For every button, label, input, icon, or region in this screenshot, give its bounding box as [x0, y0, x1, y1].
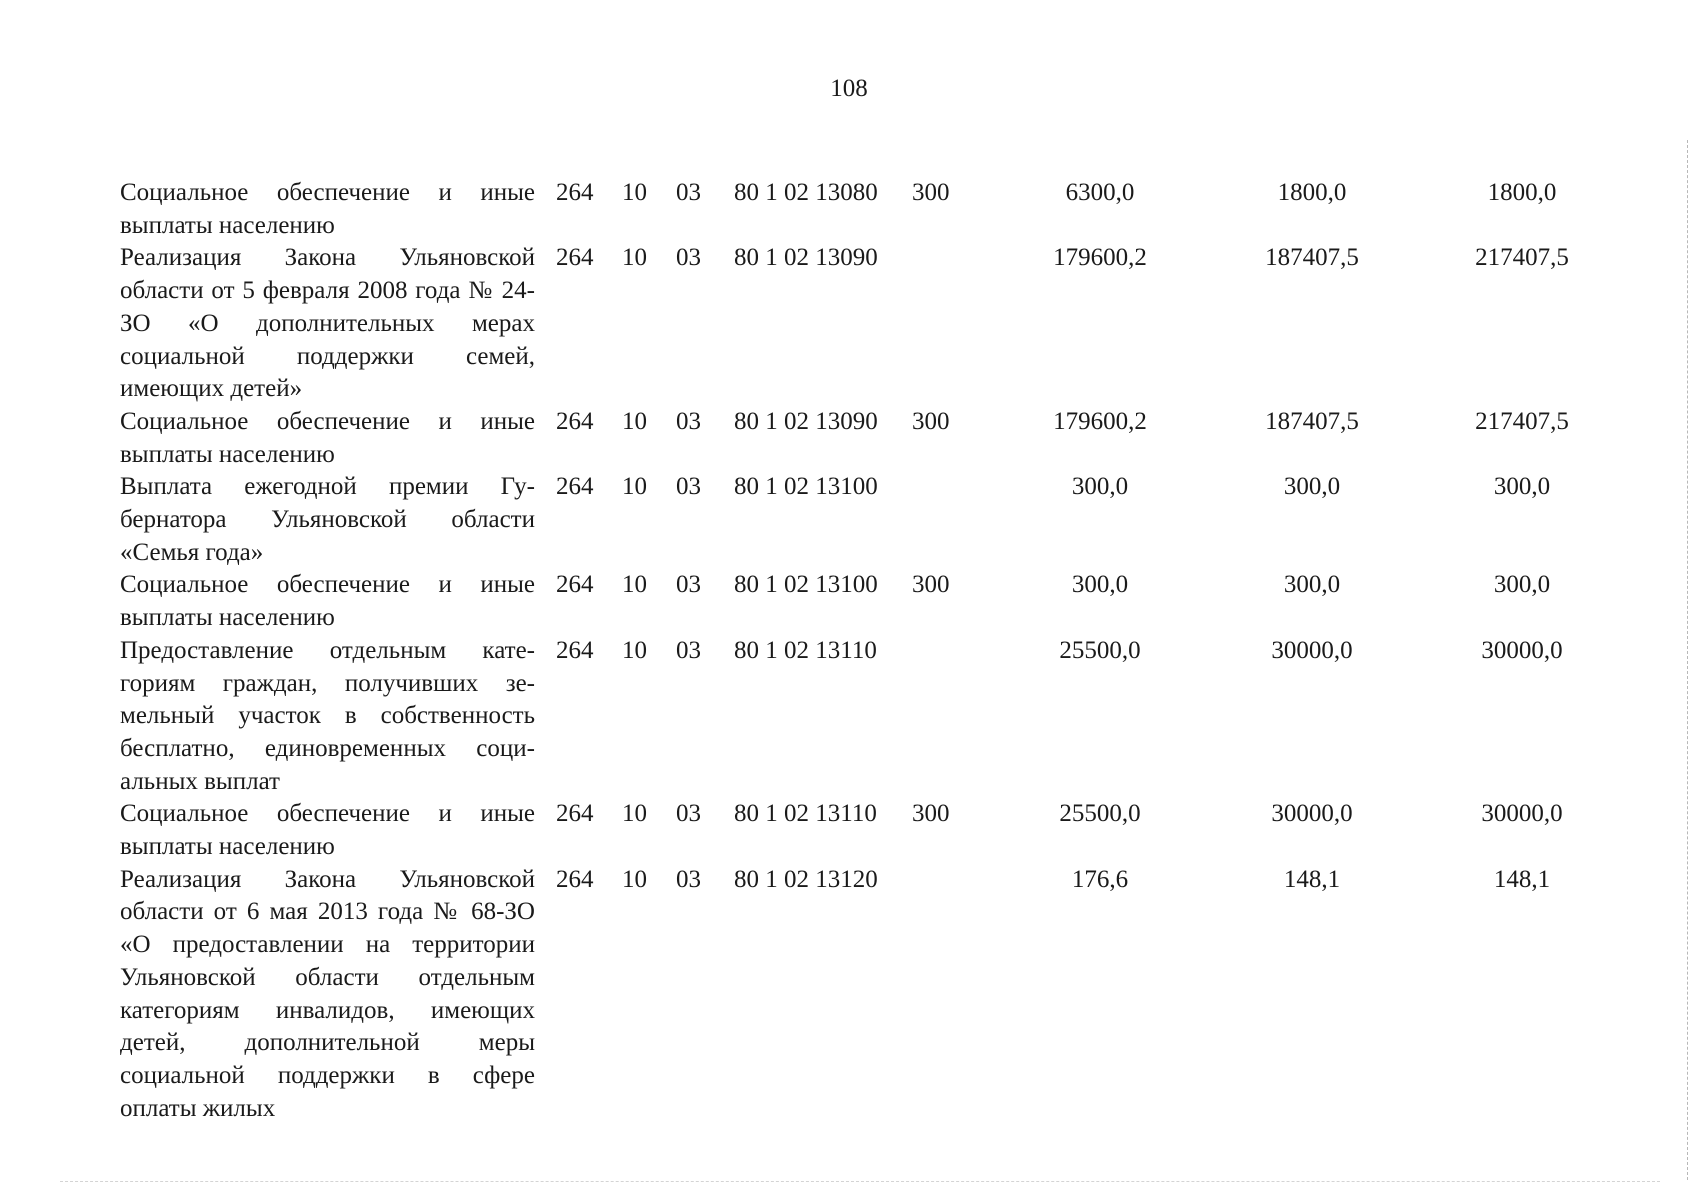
col-value-2: 187407,5 [1265, 407, 1359, 435]
col-value-1: 176,6 [1071, 865, 1129, 893]
col-value-3: 300,0 [1493, 571, 1551, 599]
table-row [120, 635, 1600, 799]
col-csr: 80 1 02 13080 [734, 179, 878, 206]
col-rz: 10 [622, 571, 647, 599]
col-vr: 300 [912, 571, 950, 599]
col-value-3: 217407,5 [1475, 407, 1569, 435]
table-row [120, 177, 1600, 242]
col-pr: 03 [676, 407, 701, 435]
col-rz: 10 [622, 473, 647, 501]
table-row [120, 406, 1600, 471]
col-value-1: 179600,2 [1053, 244, 1147, 272]
col-ved: 264 [556, 179, 594, 206]
col-vr: 300 [912, 407, 950, 435]
table-row [120, 569, 1600, 634]
col-rz: 10 [622, 800, 647, 828]
col-value-2: 1800,0 [1277, 179, 1347, 206]
col-value-2: 300,0 [1283, 571, 1341, 599]
col-vr: 300 [912, 800, 950, 828]
row-name: Социальное обеспечение и иные выплаты населению [120, 800, 535, 861]
row-name: Социальное обеспечение и иные выплаты населению [120, 179, 535, 239]
table-row [120, 798, 1600, 863]
col-value-3: 30000,0 [1481, 636, 1563, 664]
col-value-3: 148,1 [1493, 865, 1551, 893]
row-name: Предоставление отдельным категориям граждан, получивших земельный участок в собственность бесплатно, единовременных социальных выплат [120, 636, 535, 795]
col-rz: 10 [622, 244, 647, 272]
col-value-2: 300,0 [1283, 473, 1341, 501]
col-rz: 10 [622, 865, 647, 893]
col-rz: 10 [622, 407, 647, 435]
col-value-1: 179600,2 [1053, 407, 1147, 435]
col-ved: 264 [556, 571, 594, 599]
col-csr: 80 1 02 13100 [734, 571, 878, 599]
col-value-3: 217407,5 [1475, 244, 1569, 272]
table-row [120, 471, 1600, 569]
col-ved: 264 [556, 636, 594, 664]
page-number: 108 [830, 75, 868, 102]
col-pr: 03 [676, 865, 701, 893]
budget-table [120, 177, 1600, 1125]
col-csr: 80 1 02 13110 [734, 800, 877, 828]
row-name: Социальное обеспечение и иные выплаты населению [120, 407, 535, 468]
row-name: Реализация Закона Ульяновской области от 5 февраля 2008 года № 24-ЗО «О дополнительных мерах социальной поддержки семей, имеющих детей» [120, 244, 535, 403]
scan-edge-mark [1686, 140, 1688, 1180]
col-value-2: 30000,0 [1271, 800, 1353, 828]
col-value-3: 1800,0 [1487, 179, 1557, 206]
table-row [120, 864, 1600, 1126]
col-pr: 03 [676, 244, 701, 272]
col-value-3: 30000,0 [1481, 800, 1563, 828]
col-csr: 80 1 02 13110 [734, 636, 877, 664]
col-pr: 03 [676, 179, 701, 206]
col-ved: 264 [556, 244, 594, 272]
col-value-2: 148,1 [1283, 865, 1341, 893]
row-name: Реализация Закона Ульяновской области от 6 мая 2013 года № 68-ЗО «О предоставлении на территории Ульяновской области отдельным категориям инвалидов, имеющих детей, дополнительной меры социальной поддержки в сфере оплаты жилых [120, 865, 535, 1122]
col-value-2: 187407,5 [1265, 244, 1359, 272]
col-rz: 10 [622, 179, 647, 206]
col-pr: 03 [676, 800, 701, 828]
row-name: Выплата ежегодной премии Губернатора Ульяновской области «Семья года» [120, 473, 535, 566]
col-value-1: 6300,0 [1065, 179, 1135, 206]
col-pr: 03 [676, 473, 701, 501]
table-row [120, 242, 1600, 406]
col-rz: 10 [622, 636, 647, 664]
col-csr: 80 1 02 13120 [734, 865, 878, 893]
col-pr: 03 [676, 636, 701, 664]
col-value-1: 300,0 [1071, 571, 1129, 599]
scan-bottom-mark [60, 1180, 1660, 1182]
col-value-1: 25500,0 [1059, 800, 1141, 828]
col-ved: 264 [556, 473, 594, 501]
col-csr: 80 1 02 13100 [734, 473, 878, 501]
col-csr: 80 1 02 13090 [734, 244, 878, 272]
col-value-1: 300,0 [1071, 473, 1129, 501]
col-vr: 300 [912, 179, 950, 206]
col-ved: 264 [556, 800, 594, 828]
row-name: Социальное обеспечение и иные выплаты населению [120, 571, 535, 632]
col-ved: 264 [556, 865, 594, 893]
col-value-1: 25500,0 [1059, 636, 1141, 664]
col-csr: 80 1 02 13090 [734, 407, 878, 435]
col-pr: 03 [676, 571, 701, 599]
col-value-2: 30000,0 [1271, 636, 1353, 664]
col-ved: 264 [556, 407, 594, 435]
col-value-3: 300,0 [1493, 473, 1551, 501]
